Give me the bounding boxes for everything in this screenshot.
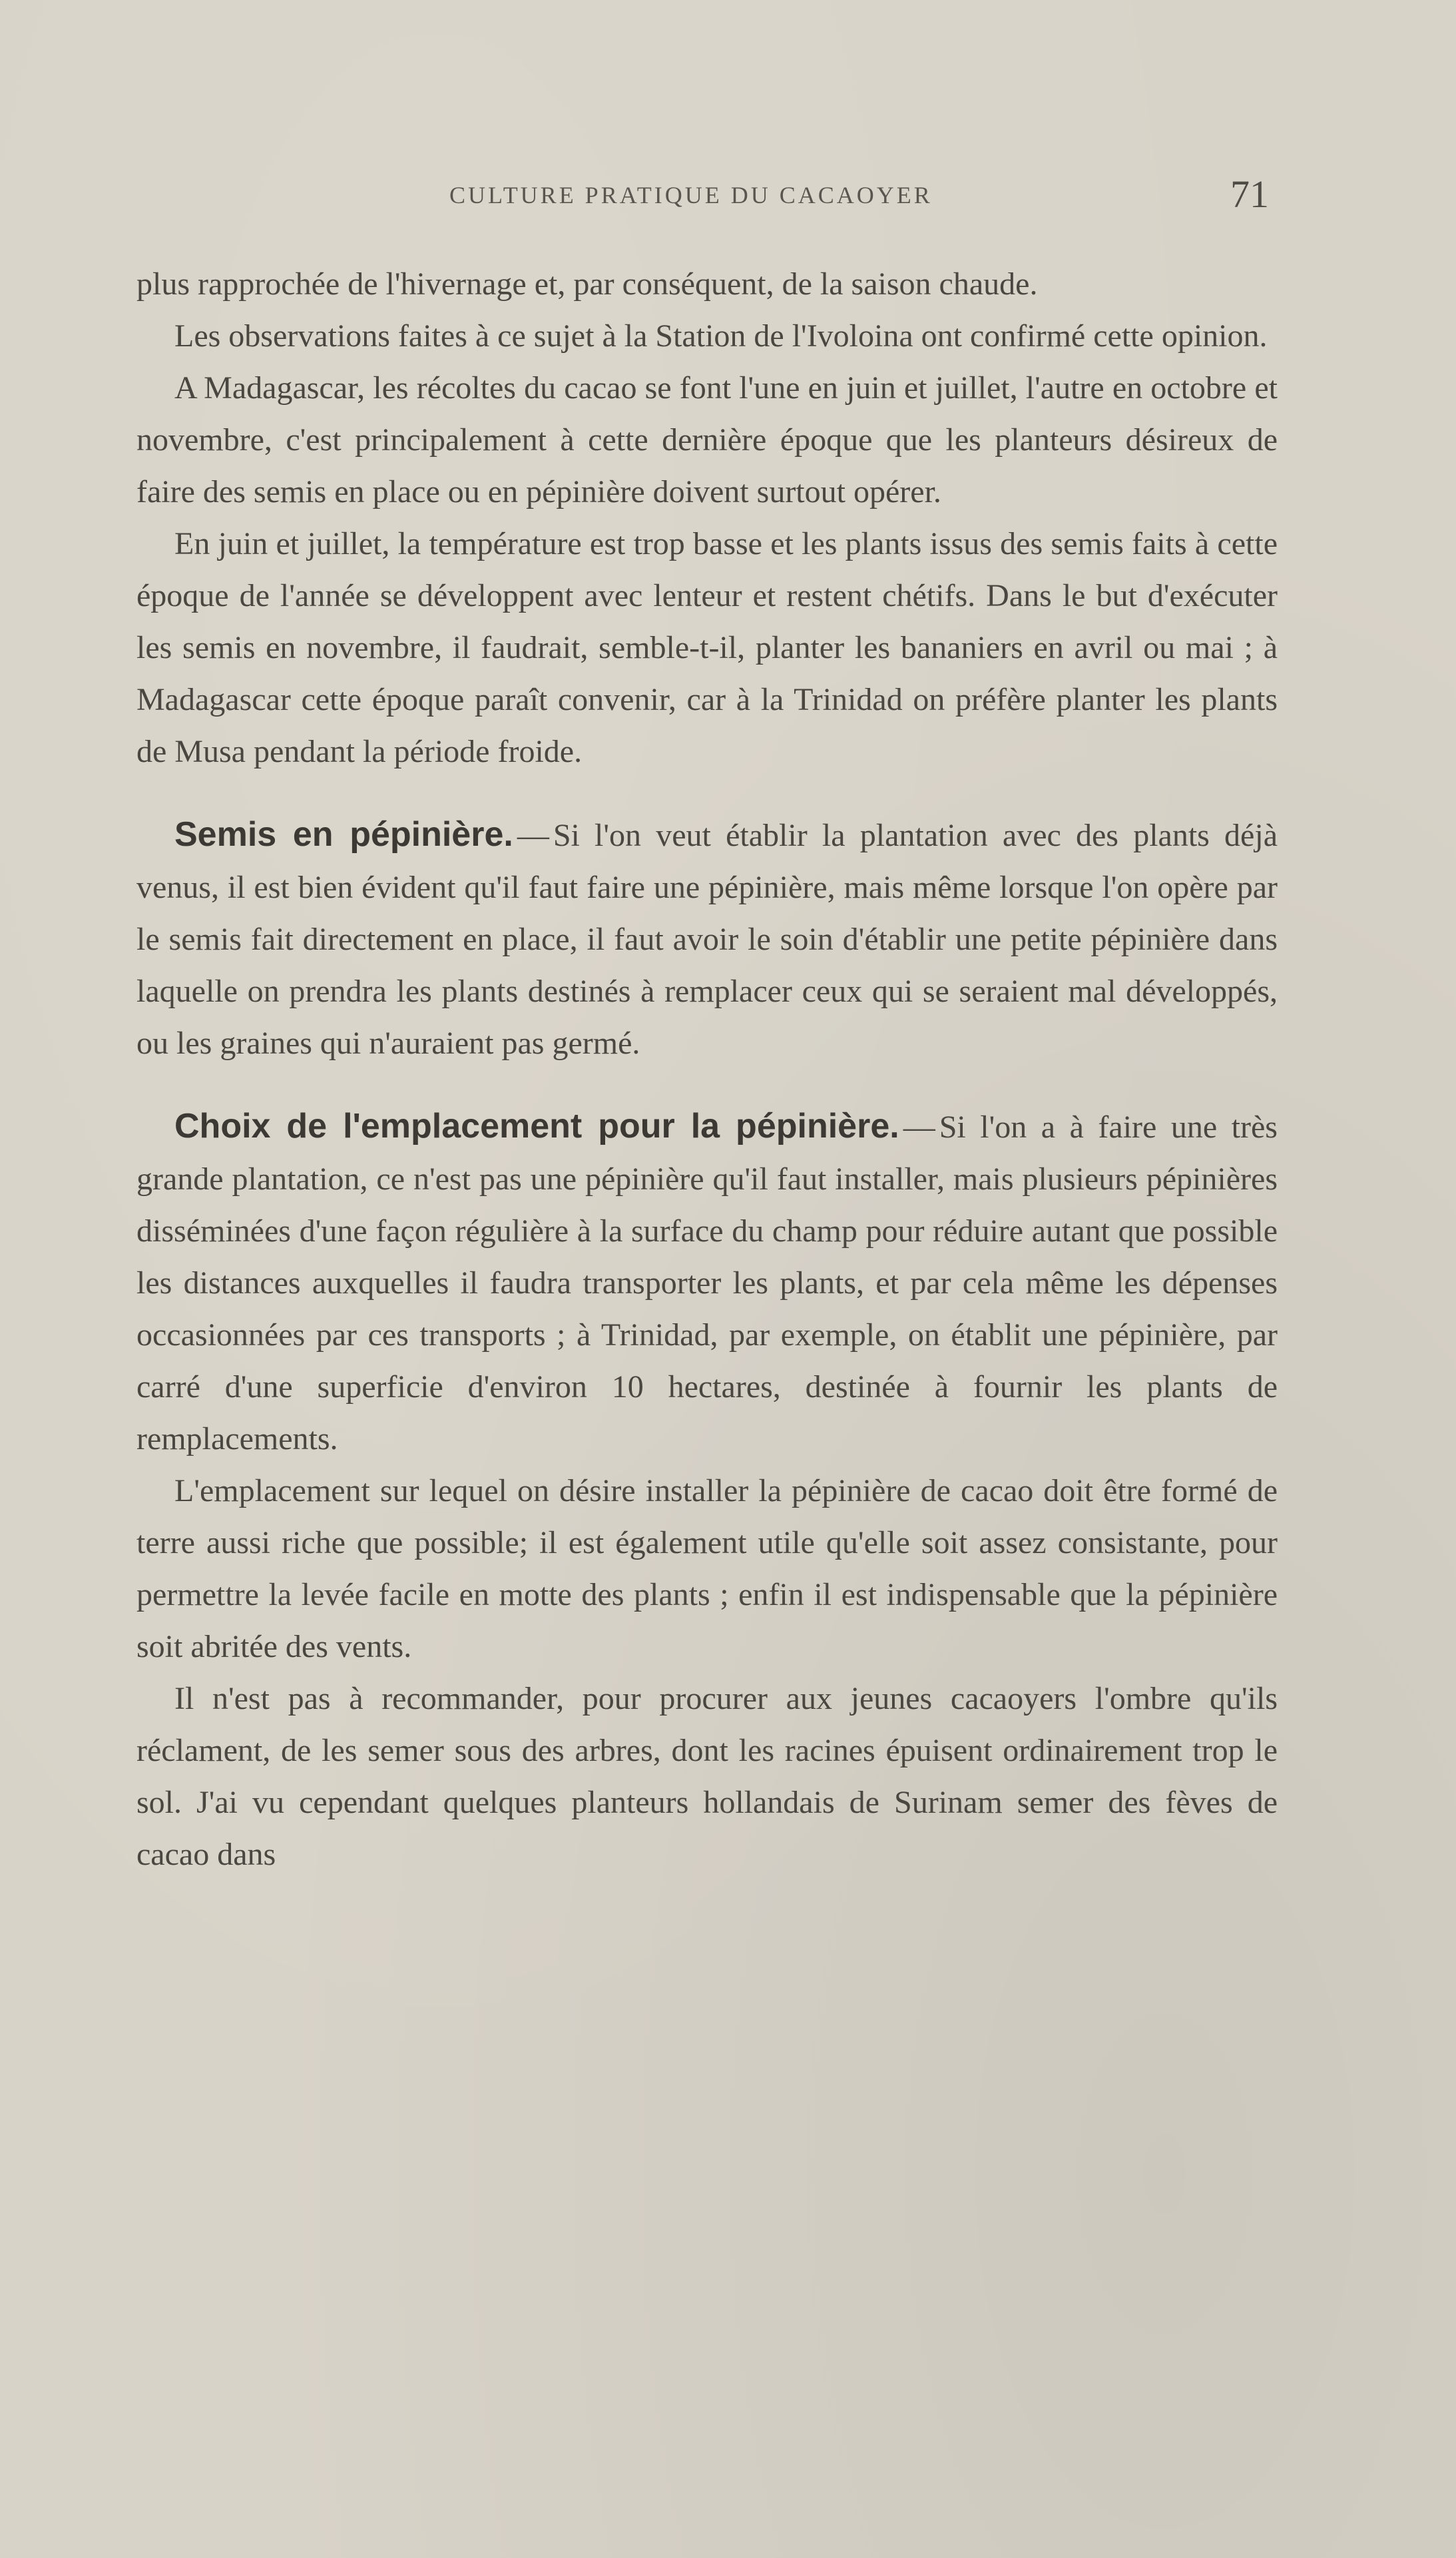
paragraph: Les observations faites à ce sujet à la Station de l'Ivoloina ont confirmé cette opinion. xyxy=(174,318,1268,354)
paragraph: Il n'est pas à recommander, pour procurer aux jeunes cacaoyers l'ombre qu'ils réclament, de les semer sous des arbres, dont les racines épuisent ordinairement trop le sol. J'ai vu cependant quelques planteurs hollandais de Surinam semer des fèves de cacao dans xyxy=(136,1681,1278,1872)
section-choix xyxy=(136,1100,1278,1881)
section-text: Si l'on veut établir la plantation avec des plants déjà venus, il est bien évident qu'il faut faire une pépinière, mais même lorsque l'on opère par le semis fait directement en place, il faut avoir le soin d'établir une petite pépinière dans laquelle on prendra les plants destinés à remplacer ceux qui se seraient mal développés, ou les graines qui n'auraient pas germé. xyxy=(136,818,1278,1061)
em-dash: — xyxy=(517,818,549,853)
page-number: 71 xyxy=(1230,172,1269,216)
section-paragraph xyxy=(136,1100,1278,1465)
paragraph: L'emplacement sur lequel on désire installer la pépinière de cacao doit être formé de terre aussi riche que possible; il est également utile qu'elle soit assez consistante, pour permettre la levée facile en motte des plants ; enfin il est indispensable que la pépinière soit abritée des vents. xyxy=(136,1473,1278,1664)
paragraph: plus rapprochée de l'hivernage et, par conséquent, de la saison chaude. xyxy=(136,266,1038,302)
section-heading: Choix de l'emplacement pour la pépinière. xyxy=(174,1107,899,1145)
running-head xyxy=(0,172,1456,218)
section-paragraph xyxy=(136,808,1278,1070)
em-dash: — xyxy=(903,1110,935,1145)
paragraph: En juin et juillet, la température est trop basse et les plants issus des semis faits à cette époque de l'année se développent avec lenteur et restent chétifs. Dans le but d'exécuter les semis en novembre, il faudrait, semble-t-il, planter les bananiers en avril ou mai ; à Madagascar cette époque paraît convenir, car à la Trinidad on préfère planter les plants de Musa pendant la période froide. xyxy=(136,526,1278,769)
running-title: CULTURE PRATIQUE DU CACAOYER xyxy=(449,182,933,208)
section-semis xyxy=(136,808,1278,1070)
paragraph: A Madagascar, les récoltes du cacao se font l'une en juin et juillet, l'autre en octobre et novembre, c'est principalement à cette dernière époque que les planteurs désireux de faire des semis en place ou en pépinière doivent surtout opérer. xyxy=(136,370,1278,509)
body-text xyxy=(136,258,1278,1881)
section-heading: Semis en pépinière. xyxy=(174,815,513,854)
section-text: Si l'on a à faire une très grande plantation, ce n'est pas une pépinière qu'il faut installer, mais plusieurs pépinières disséminées d'une façon régulière à la surface du champ pour réduire autant que possible les distances auxquelles il faudra transporter les plants, et par cela même les dépenses occasionnées par ces transports ; à Trinidad, par exemple, on établit une pépinière, par carré d'une superficie d'environ 10 hectares, destinée à fournir les plants de remplacements. xyxy=(136,1110,1278,1456)
